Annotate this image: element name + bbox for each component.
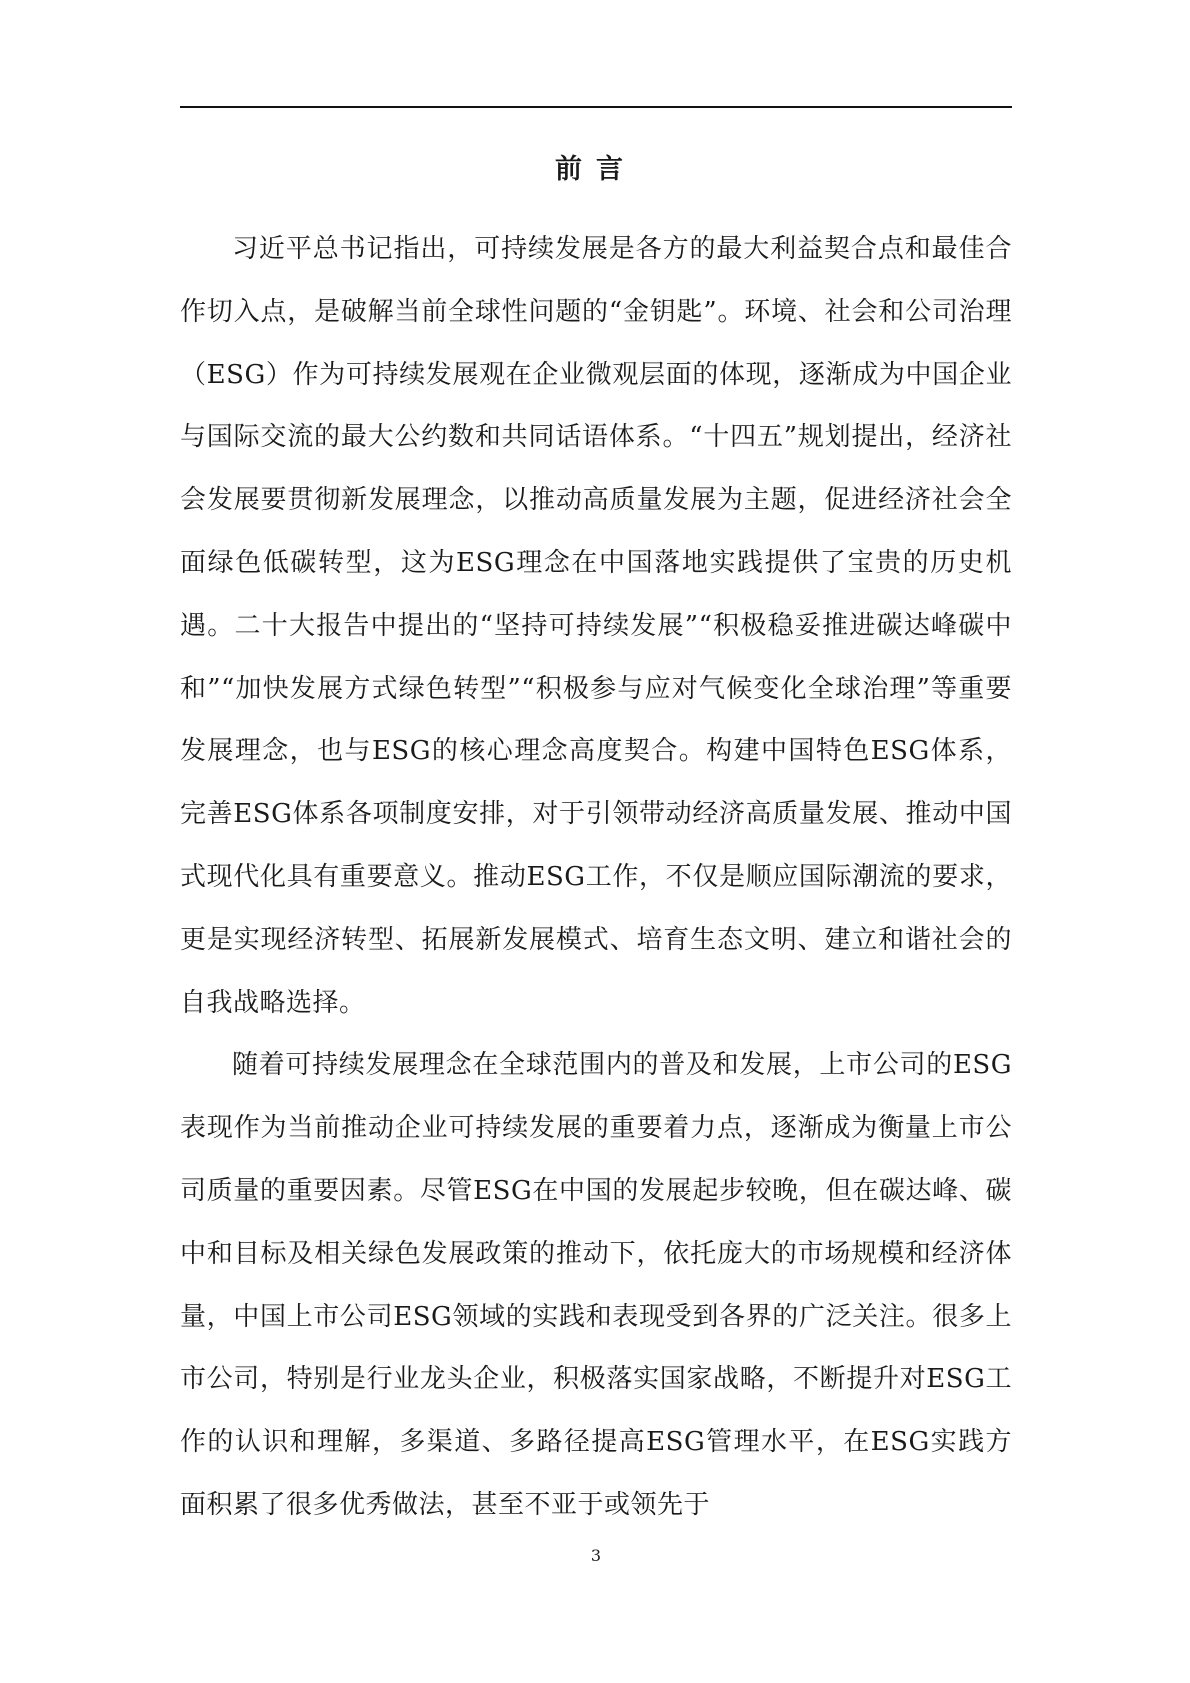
header-rule bbox=[180, 106, 1012, 108]
page-number: 3 bbox=[590, 1546, 602, 1565]
paragraph-2: 随着可持续发展理念在全球范围内的普及和发展，上市公司的ESG表现作为当前推动企业可持续发展的重要着力点，逐渐成为衡量上市公司质量的重要因素。尽管ESG在中国的发展起步较晚，但在碳达峰、碳中和目标及相关绿色发展政策的推动下，依托庞大的市场规模和经济体量，中国上市公司ESG领域的实践和表现受到各界的广泛关注。很多上市公司，特别是行业龙头企业，积极落实国家战略，不断提升对ESG工作的认识和理解，多渠道、多路径提高ESG管理水平，在ESG实践方面积累了很多优秀做法，甚至不亚于或领先于 bbox=[180, 1050, 1012, 1520]
page-title: 前言 bbox=[555, 154, 637, 185]
paragraph-1: 习近平总书记指出，可持续发展是各方的最大利益契合点和最佳合作切入点，是破解当前全球性问题的“金钥匙”。环境、社会和公司治理（ESG）作为可持续发展观在企业微观层面的体现，逐渐成为中国企业与国际交流的最大公约数和共同话语体系。“十四五”规划提出，经济社会发展要贯彻新发展理念，以推动高质量发展为主题，促进经济社会全面绿色低碳转型，这为ESG理念在中国落地实践提供了宝贵的历史机遇。二十大报告中提出的“坚持可持续发展”“积极稳妥推进碳达峰碳中和”“加快发展方式绿色转型”“积极参与应对气候变化全球治理”等重要发展理念，也与ESG的核心理念高度契合。构建中国特色ESG体系，完善ESG体系各项制度安排，对于引领带动经济高质量发展、推动中国式现代化具有重要意义。推动ESG工作，不仅是顺应国际潮流的要求，更是实现经济转型、拓展新发展模式、培育生态文明、建立和谐社会的自我战略选择。 bbox=[180, 234, 1012, 1018]
body-text bbox=[180, 218, 1012, 1537]
